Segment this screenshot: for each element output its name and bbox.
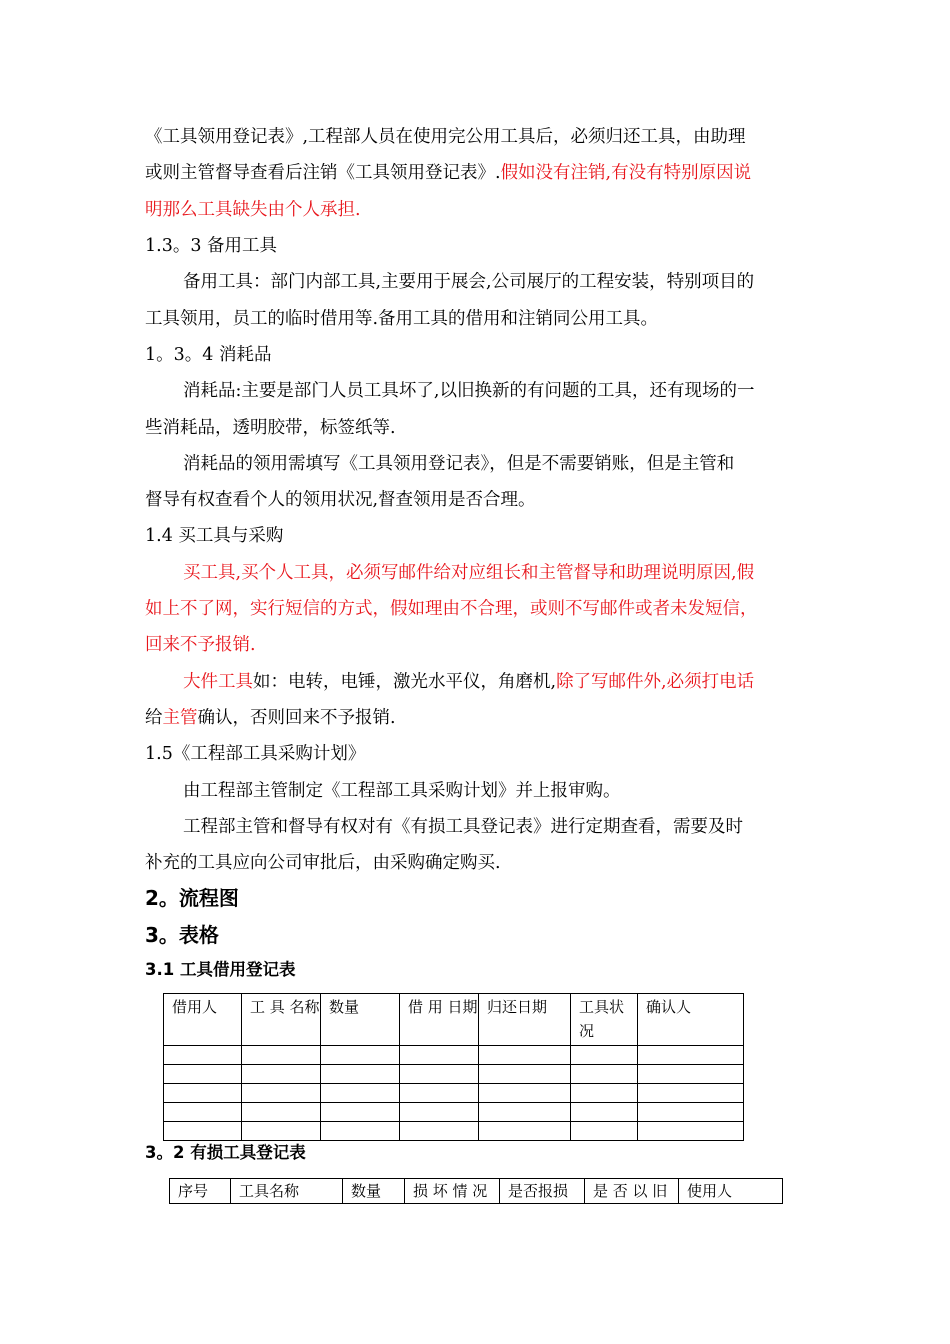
section-heading-1-3-4: 1。3。4 消耗品 (145, 345, 272, 365)
highlighted-line: 如上不了网，实行短信的方式，假如理由不合理，或则不写邮件或者未发短信， (145, 599, 758, 619)
table-header-row (164, 994, 744, 1046)
table-header-cell: 序号 (170, 1179, 231, 1204)
table-row (164, 1046, 744, 1065)
heading-tables: 3。表格 (145, 923, 219, 947)
table-cell[interactable] (164, 1103, 242, 1122)
table-cell[interactable] (164, 1065, 242, 1084)
paragraph-line: 工具领用，员工的临时借用等.备用工具的借用和注销同公用工具。 (145, 309, 659, 329)
table-cell[interactable] (242, 1103, 321, 1122)
table-cell[interactable] (479, 1065, 571, 1084)
tool-borrow-register-table (163, 993, 744, 1141)
highlighted-line: 买工具,买个人工具，必须写邮件给对应组长和主管督导和助理说明原因,假 (183, 563, 755, 583)
table-cell[interactable] (571, 1084, 638, 1103)
highlighted-text: 主管 (162, 708, 198, 728)
table-cell[interactable] (321, 1103, 400, 1122)
table-cell[interactable] (321, 1084, 400, 1103)
table-row (164, 1065, 744, 1084)
table-cell[interactable] (571, 1065, 638, 1084)
table-cell[interactable] (321, 1122, 400, 1141)
table-cell[interactable] (400, 1103, 479, 1122)
table-row (164, 1103, 744, 1122)
heading-table-3-2: 3。2 有损工具登记表 (145, 1143, 306, 1162)
table-header-cell: 数量 (343, 1179, 405, 1204)
paragraph-text: 或则主管督导查看后注销《工具领用登记表》. (145, 163, 501, 183)
table-cell[interactable] (479, 1122, 571, 1141)
table-cell[interactable] (638, 1084, 744, 1103)
table-cell[interactable] (242, 1122, 321, 1141)
table-cell[interactable] (400, 1122, 479, 1141)
table-header-cell: 损 坏 情 况 (405, 1179, 500, 1204)
damaged-tool-register-table (169, 1178, 783, 1204)
table-header-cell: 工具名称 (231, 1179, 343, 1204)
paragraph-line: 《工具领用登记表》,工程部人员在使用完公用工具后，必须归还工具，由助理 (145, 127, 746, 147)
table-cell[interactable] (479, 1103, 571, 1122)
paragraph-line: 工程部主管和督导有权对有《有损工具登记表》进行定期查看，需要及时 (183, 817, 743, 837)
highlighted-text: 假如没有注销,有没有特别原因说 (500, 163, 752, 183)
paragraph-line: 消耗品:主要是部门人员工具坏了,以旧换新的有问题的工具，还有现场的一 (183, 381, 755, 401)
table-header-cell: 工 具 名称 (242, 994, 321, 1046)
table-cell[interactable] (638, 1103, 744, 1122)
table-cell[interactable] (164, 1046, 242, 1065)
table-cell[interactable] (242, 1065, 321, 1084)
table-row (164, 1084, 744, 1103)
paragraph-text: 如：电转，电锤，激光水平仪，角磨机, (253, 672, 557, 692)
paragraph-text: 给 (145, 708, 163, 728)
table-cell[interactable] (638, 1046, 744, 1065)
highlighted-line: 回来不予报销. (145, 635, 256, 655)
paragraph-text: 确认，否则回来不予报销. (197, 708, 396, 728)
highlighted-text: 除了写邮件外,必须打电话 (556, 672, 755, 692)
table-header-row (170, 1179, 783, 1204)
paragraph-line: 补充的工具应向公司审批后，由采购确定购买. (145, 853, 501, 873)
table-cell[interactable] (479, 1046, 571, 1065)
table-header-cell: 是 否 以 旧 (585, 1179, 679, 1204)
section-heading-1-4: 1.4 买工具与采购 (145, 526, 284, 546)
paragraph-line (145, 161, 751, 185)
table-header-cell: 归还日期 (479, 994, 571, 1046)
paragraph-line (183, 670, 754, 694)
section-heading-1-3-3: 1.3。3 备用工具 (145, 236, 278, 256)
highlighted-text: 大件工具 (183, 672, 253, 692)
table-cell[interactable] (400, 1065, 479, 1084)
table-cell[interactable] (400, 1046, 479, 1065)
table-cell[interactable] (571, 1122, 638, 1141)
table-cell[interactable] (321, 1046, 400, 1065)
paragraph-line: 备用工具：部门内部工具,主要用于展会,公司展厅的工程安装，特别项目的 (183, 272, 755, 292)
section-heading-1-5: 1.5《工程部工具采购计划》 (145, 744, 366, 764)
table-cell[interactable] (321, 1065, 400, 1084)
table-cell[interactable] (638, 1122, 744, 1141)
table-cell[interactable] (571, 1046, 638, 1065)
table-row (164, 1122, 744, 1141)
paragraph-line: 消耗品的领用需填写《工具领用登记表》，但是不需要销账，但是主管和 (183, 454, 735, 474)
table-cell[interactable] (571, 1103, 638, 1122)
table-cell[interactable] (400, 1084, 479, 1103)
table-cell[interactable] (638, 1065, 744, 1084)
paragraph-line: 督导有权查看个人的领用状况,督查领用是否合理。 (145, 490, 536, 510)
table-header-cell: 借 用 日期 (400, 994, 479, 1046)
heading-flowchart: 2。流程图 (145, 886, 239, 910)
table-cell[interactable] (242, 1046, 321, 1065)
table-cell[interactable] (242, 1084, 321, 1103)
highlighted-line: 明那么工具缺失由个人承担. (145, 200, 361, 220)
table-cell[interactable] (164, 1122, 242, 1141)
heading-table-3-1: 3.1 工具借用登记表 (145, 960, 296, 979)
table-header-cell: 确认人 (638, 994, 744, 1046)
paragraph-line (145, 706, 396, 730)
paragraph-line: 由工程部主管制定《工程部工具采购计划》并上报审购。 (183, 781, 621, 801)
table-cell[interactable] (164, 1084, 242, 1103)
table-header-cell: 是否报损 (500, 1179, 585, 1204)
paragraph-line: 些消耗品，透明胶带，标签纸等. (145, 418, 396, 438)
table-cell[interactable] (479, 1084, 571, 1103)
table-header-cell: 借用人 (164, 994, 242, 1046)
table-header-cell: 数量 (321, 994, 400, 1046)
table-header-cell: 使用人 (679, 1179, 783, 1204)
table-header-cell: 工具状况 (571, 994, 638, 1046)
